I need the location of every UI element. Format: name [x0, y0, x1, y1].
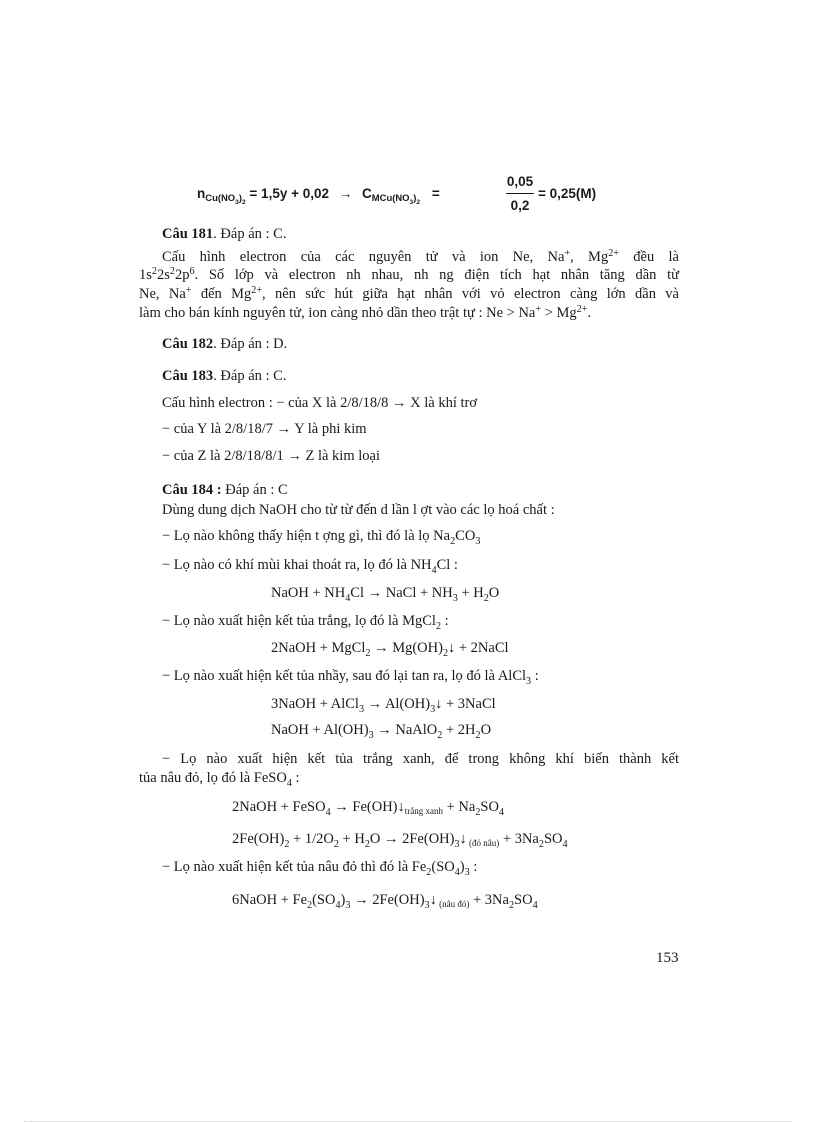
- fraction-numerator: 0,05: [506, 174, 534, 189]
- q184-bullet3: − Lọ nào xuất hiện kết tủa trắng, lọ đó là MgCl$_2$ :: [162, 613, 449, 632]
- q182-heading: Câu 182. Đáp án : D.: [162, 336, 288, 352]
- equation-top-left: $n_{Cu(NO_3)_2} = 1,5y + 0,02 \to C_{MCu(NO_3)_2}$ =: [197, 186, 440, 206]
- q184-bullet5-line1: − Lọ nào xuất hiện kết tủa trắng xanh, để trong không khí biến thành kết: [162, 751, 679, 767]
- page-number: 153: [656, 950, 679, 966]
- fraction-denominator: 0,2: [510, 198, 530, 213]
- q183-line3: − của Z là 2/8/18/8/1 → Z là kim loại: [162, 448, 380, 464]
- reaction-1: NaOH + $NH_4Cl$ → NaCl + $NH_3 + H_2O$: [271, 585, 500, 604]
- reaction-4: NaOH + $Al(OH)_3$ → NaAlO$_2$ + $2H_2O$: [271, 722, 492, 741]
- q183-line1: Cấu hình electron : − của X là 2/8/18/8 → X là khí trơ: [162, 395, 478, 411]
- q181-line2: $1s^22s^22p^6$. Số lớp và electron nh nhau, nh ng điện tích hạt nhân tăng dần từ: [139, 265, 679, 283]
- arrow-icon: →: [338, 186, 353, 201]
- q181-line3: Ne, Na+ đến $Mg^{2+}$, nên sức hút giữa hạt nhân với vỏ electron càng lớn dần và: [139, 284, 679, 302]
- q184-bullet5-line2: tủa nâu đỏ, lọ đó là FeSO$_4$ :: [139, 770, 300, 789]
- q184-heading: Câu 184 : Đáp án : C: [162, 482, 288, 498]
- q184-bullet1: − Lọ nào không thấy hiện t ợng gì, thì đó là lọ $Na_2CO_3$: [162, 528, 481, 547]
- reaction-2: 2NaOH + MgCl$_2$ → $Mg(OH)_2↓$ + 2NaCl: [271, 640, 509, 659]
- reaction-7: 6NaOH + $Fe_2(SO_4)_3$ → $2Fe(OH)_3↓$ $_{(nâu đỏ)} + 3Na_2SO_4$: [232, 892, 538, 911]
- q184-bullet4: − Lọ nào xuất hiện kết tủa nhầy, sau đó lại tan ra, lọ đó là AlCl$_3$ :: [162, 668, 539, 687]
- q184-intro: Dùng dung dịch NaOH cho từ từ đến d lần l ợt vào các lọ hoá chất :: [162, 502, 555, 518]
- q181-heading: Câu 181. Đáp án : C.: [162, 226, 287, 242]
- q184-bullet2: − Lọ nào có khí mùi khai thoát ra, lọ đó là $NH_4Cl$ :: [162, 557, 458, 576]
- q183-heading: Câu 183. Đáp án : C.: [162, 368, 287, 384]
- q181-line1: Cấu hình electron của các nguyên tử và ion Ne, Na+, $Mg^{2+}$ đều là: [162, 247, 679, 265]
- q183-line2: − của Y là 2/8/18/7 → Y là phi kim: [162, 421, 367, 437]
- reaction-3: 3NaOH + AlCl$_3$ → $Al(OH)_3↓$ + 3NaCl: [271, 696, 496, 715]
- reaction-5: 2NaOH + FeSO$_4$ → $Fe(OH)↓_{trắng xanh} + Na_2SO_4$: [232, 799, 505, 818]
- q184-bullet6: − Lọ nào xuất hiện kết tủa nâu đỏ thì đó là $Fe_2(SO_4)_3$ :: [162, 859, 478, 878]
- q181-line4: làm cho bán kính nguyên tử, ion càng nhỏ dần theo trật tự : $Ne > Na^+ > Mg^{2+}$.: [139, 303, 592, 321]
- fraction-bar: [506, 193, 534, 194]
- page-bottom-divider: [24, 1121, 792, 1122]
- equation-result: = 0,25(M): [538, 186, 597, 201]
- reaction-6: $2Fe(OH)_2 + 1/2O_2 + H_2O$ → $2Fe(OH)_3↓$ $_{(đỏ nâu)} + 3Na_2SO_4$: [232, 831, 568, 850]
